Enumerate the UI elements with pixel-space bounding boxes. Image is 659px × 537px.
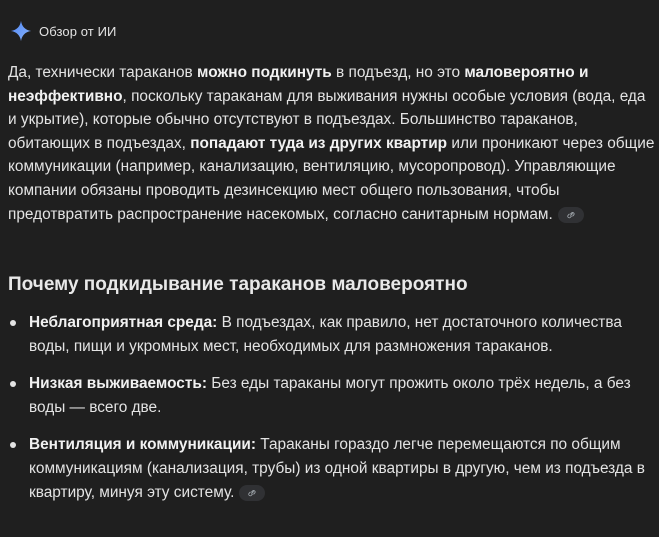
section-heading: Почему подкидывание тараканов маловероятно xyxy=(8,274,468,295)
link-icon xyxy=(565,209,577,221)
reasons-list xyxy=(8,311,648,518)
list-item-text: Тараканы гораздо легче перемещаются по общим коммуникациям (канализация, трубы) из одной квартиры в другую, чем из подъезда в квартиру, минуя эту систему. xyxy=(29,436,645,501)
ai-overview-title: Обзор от ИИ xyxy=(39,23,117,39)
intro-bold-3: попадают туда из других квартир xyxy=(190,134,448,152)
bullet-dot xyxy=(10,442,16,448)
intro-paragraph xyxy=(8,61,656,226)
list-item-title: Низкая выживаемость: xyxy=(29,375,207,393)
intro-text-3: , поскольку тараканам для выживания нужны особые условия (вода, еда и укрытие), которые обычно отсутствуют в подъездах. Большинство тараканов, обитающих в подъездах, xyxy=(8,87,646,152)
intro-bold-2: маловероятно и неэффективно xyxy=(8,64,589,105)
sparkle-icon xyxy=(10,20,32,42)
intro-text-1: Да, технически тараканов xyxy=(8,64,198,81)
bullet-dot xyxy=(10,381,16,387)
intro-text-4: или проникают через общие коммуникации (например, канализацию, вентиляцию, мусоропровод). Управляющие компании обязаны проводить дезинсекцию мест общего пользования, чтобы предотвратить распространение насекомых, согласно санитарным нормам. xyxy=(8,134,655,223)
list-item-title: Неблагоприятная среда: xyxy=(29,314,218,331)
source-link-button[interactable] xyxy=(239,485,265,501)
ai-overview-header xyxy=(10,19,116,43)
list-item-text: Без еды тараканы могут прожить около трёх недель, а без воды — всего две. xyxy=(29,375,631,416)
list-item xyxy=(8,311,648,358)
intro-bold-1: можно подкинуть xyxy=(197,64,332,81)
list-item xyxy=(8,372,648,419)
list-item-text: В подъездах, как правило, нет достаточного количества воды, пищи и укромных мест, необходимых для размножения тараканов. xyxy=(29,314,622,355)
list-item xyxy=(8,433,648,504)
list-item-title: Вентиляция и коммуникации: xyxy=(29,436,256,454)
link-icon xyxy=(246,487,258,499)
intro-text-2: в подъезд, но это xyxy=(331,64,465,81)
bullet-dot xyxy=(10,320,16,326)
source-link-button[interactable] xyxy=(558,207,584,223)
